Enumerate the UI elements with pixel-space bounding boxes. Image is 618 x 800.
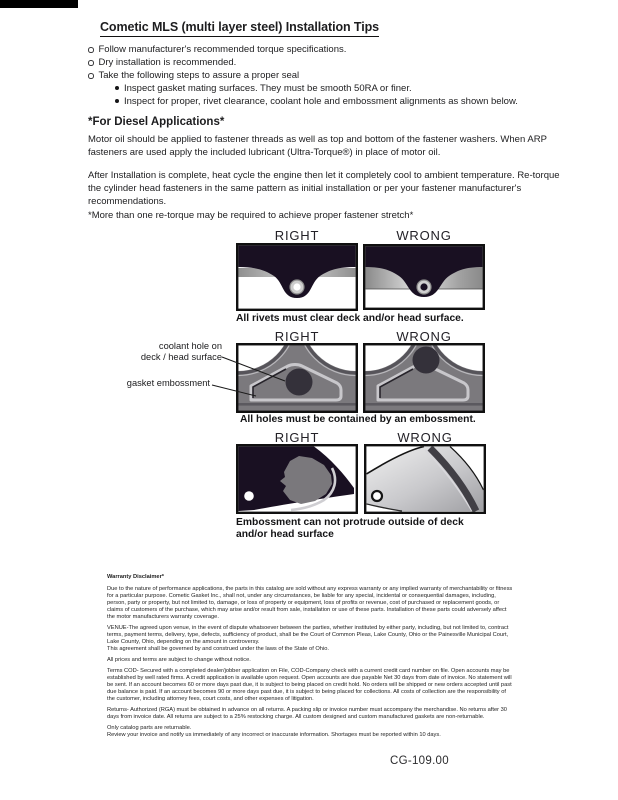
filled-bullet-icon <box>115 99 119 103</box>
warranty-disclaimer-heading: Warranty Disclaimer* <box>107 574 165 580</box>
row1-caption: All rivets must clear deck and/or head surface. <box>236 313 464 324</box>
coolant-wrong-diagram <box>363 343 485 413</box>
diesel-note: *More than one re-torque may be required to achieve proper fastener stretch* <box>88 210 414 221</box>
tip-sub-bullet <box>115 95 578 108</box>
tip-bullet <box>88 56 578 69</box>
diesel-paragraph-2: After Installation is complete, heat cycle the engine then let it completely cool to ambient temperature. Re-torque the cylinder head fasteners in the same pattern as initial installation or per your fastener manufacturer's recommendations. <box>88 170 560 207</box>
open-bullet-icon <box>88 73 94 79</box>
row2-caption: All holes must be contained by an embossment. <box>240 414 476 425</box>
embossment-wrong-diagram <box>364 444 486 514</box>
warranty-paragraph: Review your invoice and notify us immediately of any incorrect or inaccurate information. Shortages must be reported within 10 days. <box>107 732 441 738</box>
coolant-hole-label-line2: deck / head surface <box>140 352 222 362</box>
page-code: CG-109.00 <box>390 755 449 767</box>
tip-bullet-text: Take the following steps to assure a proper seal <box>98 70 300 81</box>
leader-lines <box>100 338 300 408</box>
tip-bullet <box>88 43 578 56</box>
tip-bullet-text: Follow manufacturer's recommended torque specifications. <box>98 44 347 55</box>
row3-wrong-label: WRONG <box>397 430 453 445</box>
warranty-paragraph: Returns- Authorized (RGA) must be obtained in advance on all returns. A packing slip or invoice number must accompany the merchandise. No returns after 30 days from invoice date. All returns are subject to a 25% restocking charge. All custom designed and custom manufactured gaskets are non-returnable. <box>107 707 507 720</box>
tip-sub-bullet <box>115 82 578 95</box>
open-bullet-icon <box>88 60 94 66</box>
tip-bullet-text: Dry installation is recommended. <box>98 57 237 68</box>
filled-bullet-icon <box>115 86 119 90</box>
diesel-paragraph-1: Motor oil should be applied to fastener threads as well as top and bottom of the fastener washers. When ARP fasteners are used apply the included lubricant (Ultra-Torque®) in place of motor oil. <box>88 134 547 158</box>
page-title: Cometic MLS (multi layer steel) Installation Tips <box>100 20 379 37</box>
warranty-paragraph: Terms COD- Secured with a completed dealer/jobber application on File, COD-Company check with a current credit card number on file. Open accounts may be established by well rated firms. A credit application is available upon request. Open accounts are due payable Net 30 days from date of invoice. No statement will be sent. If an account becomes 60 or more days past due, it is subject to being placed on credit hold. No orders will be shipped or new orders accepted until past due balance is paid. If an account becomes 90 or more days past due, it is subject to being placed for collections. All costs of collection are the responsibility of the customer, including attorney fees, court costs, and other expenses of litigation. <box>107 668 512 702</box>
diesel-section-heading: *For Diesel Applications* <box>88 116 225 128</box>
rivet-right-diagram <box>236 243 358 311</box>
open-bullet-icon <box>88 47 94 53</box>
coolant-hole-label-line1: coolant hole on <box>158 341 222 351</box>
tip-bullet-text: Inspect for proper, rivet clearance, coolant hole and embossment alignments as shown below. <box>124 96 518 107</box>
tip-bullet-text: Inspect gasket mating surfaces. They must be smooth 50RA or finer. <box>124 83 412 94</box>
row1-right-label: RIGHT <box>274 228 320 243</box>
row2-right-label: RIGHT <box>274 329 320 344</box>
rivet-wrong-diagram <box>363 244 485 310</box>
row3-caption <box>236 517 464 541</box>
warranty-paragraph: Due to the nature of performance applications, the parts in this catalog are sold without any express warranty or any implied warranty of merchantability or fitness for a particular purpose. Cometic Gasket Inc., shall not, under any circumstances, be liable for any special, incidental or consequential damages, including, person, party or property, but not limited to, damage, or loss of property or equipment, loss of profits or revenue, cost of purchased or replacement goods, or claims of customers of the purchase, which may arise and/or result from sale, installation or use of these parts. Installation of these parts could adversely affect the motor manufacturers warranty coverage. <box>107 586 513 620</box>
row3-caption-line2: and/or head surface <box>236 529 334 540</box>
warranty-disclaimer <box>107 574 514 743</box>
row3-right-label: RIGHT <box>274 430 320 445</box>
embossment-right-diagram <box>236 444 358 514</box>
warranty-paragraph: VENUE-The agreed upon venue, in the event of dispute whatsoever between the parties, whether instituted by either party, including, but not limited to, contract terms, payment terms, delivery, type, defects, sufficiency of product, shall be the Court of Common Pleas, Lake County, Ohio or the Painesville Municipal Court, Lake County, Ohio, depending on the amount in controversy. <box>107 625 509 645</box>
installation-tips-list <box>88 43 578 108</box>
warranty-paragraph: This agreement shall be governed by and construed under the laws of the State of Ohio. <box>107 646 329 652</box>
row2-wrong-label: WRONG <box>396 329 452 344</box>
gasket-embossment-label: gasket embossment <box>126 378 210 388</box>
row1-wrong-label: WRONG <box>396 228 452 243</box>
warranty-paragraph: All prices and terms are subject to change without notice. <box>107 657 251 663</box>
warranty-paragraph: Only catalog parts are returnable. <box>107 725 192 731</box>
tip-bullet <box>88 69 578 82</box>
row3-caption-line1: Embossment can not protrude outside of deck <box>236 517 464 528</box>
scan-artifact-bar <box>0 0 78 8</box>
